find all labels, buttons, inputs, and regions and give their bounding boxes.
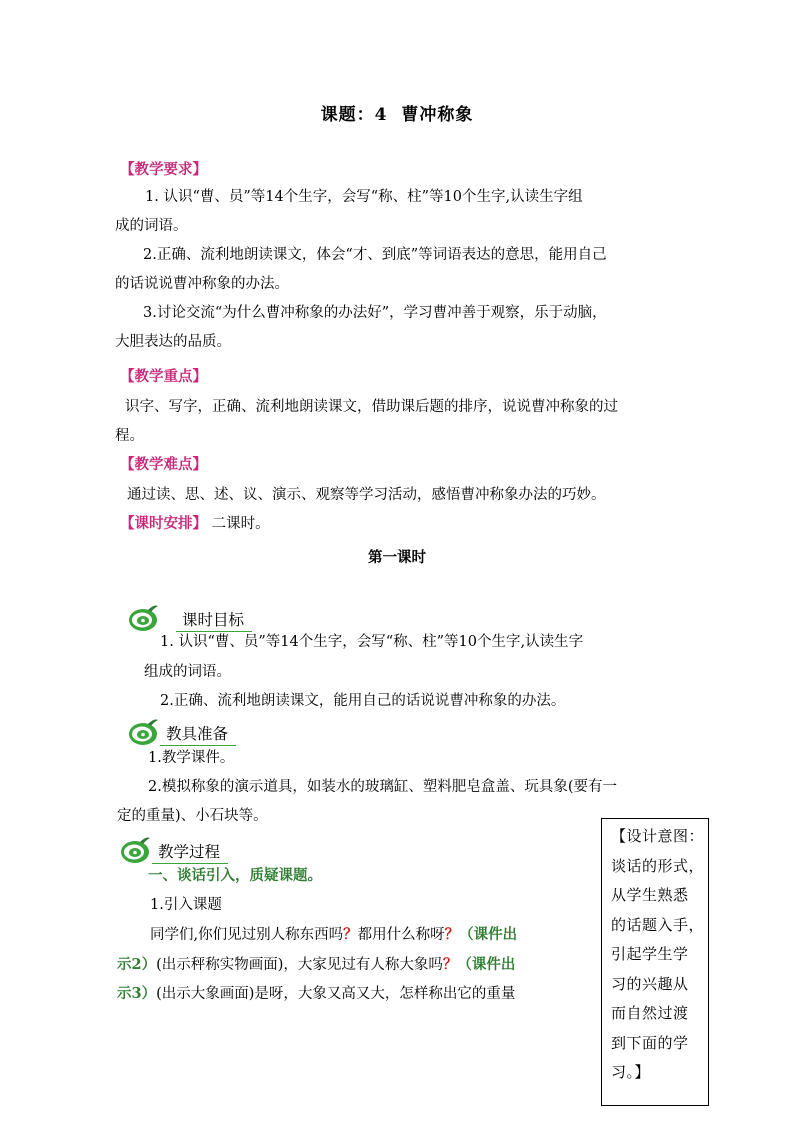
- design-note-line: 习。】: [611, 1063, 651, 1081]
- process-para-line-1: 同学们,你们见过别人称东西吗？都用什么称呀？（课件出: [150, 926, 518, 943]
- leaf-swirl-icon: [118, 834, 152, 864]
- requirement-2-line-2: 的话说说曹冲称象的办法。: [115, 276, 289, 292]
- process-para-line-2: 示2）(出示秤称实物画面)，大家见过有人称大象吗？（课件出: [117, 956, 516, 973]
- design-note-line: 【设计意图：: [611, 827, 705, 845]
- objective-1-line-1: 1. 认识“曹、员”等14个生字，会写“称、柱”等10个生字,认读生字: [160, 634, 584, 650]
- process-heading: [118, 834, 228, 864]
- process-para-line-3: 示3）(出示大象画面)是呀，大象又高又大，怎样称出它的重量: [117, 985, 516, 1002]
- page-title: 课题：4 曹冲称象: [320, 105, 474, 125]
- requirement-2-line-1: 2.正确、流利地朗读课文，体会“才、到底”等词语表达的意思，能用自己: [143, 247, 607, 263]
- requirements-label: 【教学要求】: [120, 161, 207, 178]
- design-note-box: [601, 818, 709, 1106]
- lesson-title: 第一课时: [368, 549, 426, 566]
- leaf-swirl-icon: [126, 716, 160, 746]
- design-note-line: 的话题入手，: [611, 915, 705, 934]
- materials-item-2-line-1: 2.模拟称象的演示道具，如装水的玻璃缸、塑料肥皂盒盖、玩具象(要有一: [148, 779, 617, 795]
- schedule-text: 二课时。: [211, 516, 270, 532]
- design-note-line: 而自然过渡: [611, 1004, 689, 1022]
- design-note-line: 习的兴趣从: [611, 974, 689, 993]
- materials-item-1: 1.教学课件。: [148, 750, 235, 766]
- key-points-line-2: 程。: [115, 428, 144, 444]
- objectives-heading: [126, 602, 252, 632]
- difficulties-label: 【教学难点】: [120, 456, 207, 473]
- requirements-list: [115, 187, 695, 352]
- question-mark: ？: [444, 926, 460, 943]
- requirement-1-line-2: 成的词语。: [115, 218, 188, 234]
- process-step-1: 1.引入课题: [150, 897, 222, 913]
- process-heading-text: 教学过程: [152, 842, 228, 864]
- key-points-label: 【教学重点】: [120, 368, 207, 385]
- question-mark: ？: [442, 956, 458, 973]
- design-note-line: 谈话的形式，: [611, 856, 705, 875]
- objective-2: 2.正确、流利地朗读课文，能用自己的话说说曹冲称象的办法。: [160, 693, 566, 709]
- question-mark: ？: [343, 926, 358, 943]
- leaf-swirl-icon: [126, 602, 160, 632]
- difficulties-text: 通过读、思、述、议、演示、观察等学习活动，感悟曹冲称象办法的巧妙。: [127, 487, 606, 503]
- requirement-3-line-2: 大胆表达的品质。: [115, 334, 231, 350]
- objectives-heading-text: 课时目标: [176, 610, 252, 632]
- design-note-line: 从学生熟悉: [611, 886, 689, 904]
- requirement-1-line-1: 1. 认识“曹、员”等14个生字，会写“称、柱”等10个生字,认读生字组: [145, 189, 583, 205]
- materials-item-2-line-2: 定的重量)、小石块等。: [117, 808, 268, 824]
- design-note-line: 到下面的学: [611, 1033, 689, 1052]
- design-note-line: 引起学生学: [611, 945, 689, 963]
- materials-heading: [126, 716, 236, 746]
- objective-1-line-2: 组成的词语。: [144, 664, 231, 680]
- schedule-label: 【课时安排】: [120, 515, 207, 532]
- key-points-line-1: 识字、写字，正确、流利地朗读课文，借助课后题的排序，说说曹冲称象的过: [125, 399, 618, 415]
- schedule: [120, 514, 270, 534]
- materials-heading-text: 教具准备: [160, 724, 236, 746]
- process-section-1: 一、谈话引入，质疑课题。: [148, 867, 322, 884]
- requirement-3-line-1: 3.讨论交流“为什么曹冲称象的办法好”，学习曹冲善于观察，乐于动脑，: [143, 305, 607, 321]
